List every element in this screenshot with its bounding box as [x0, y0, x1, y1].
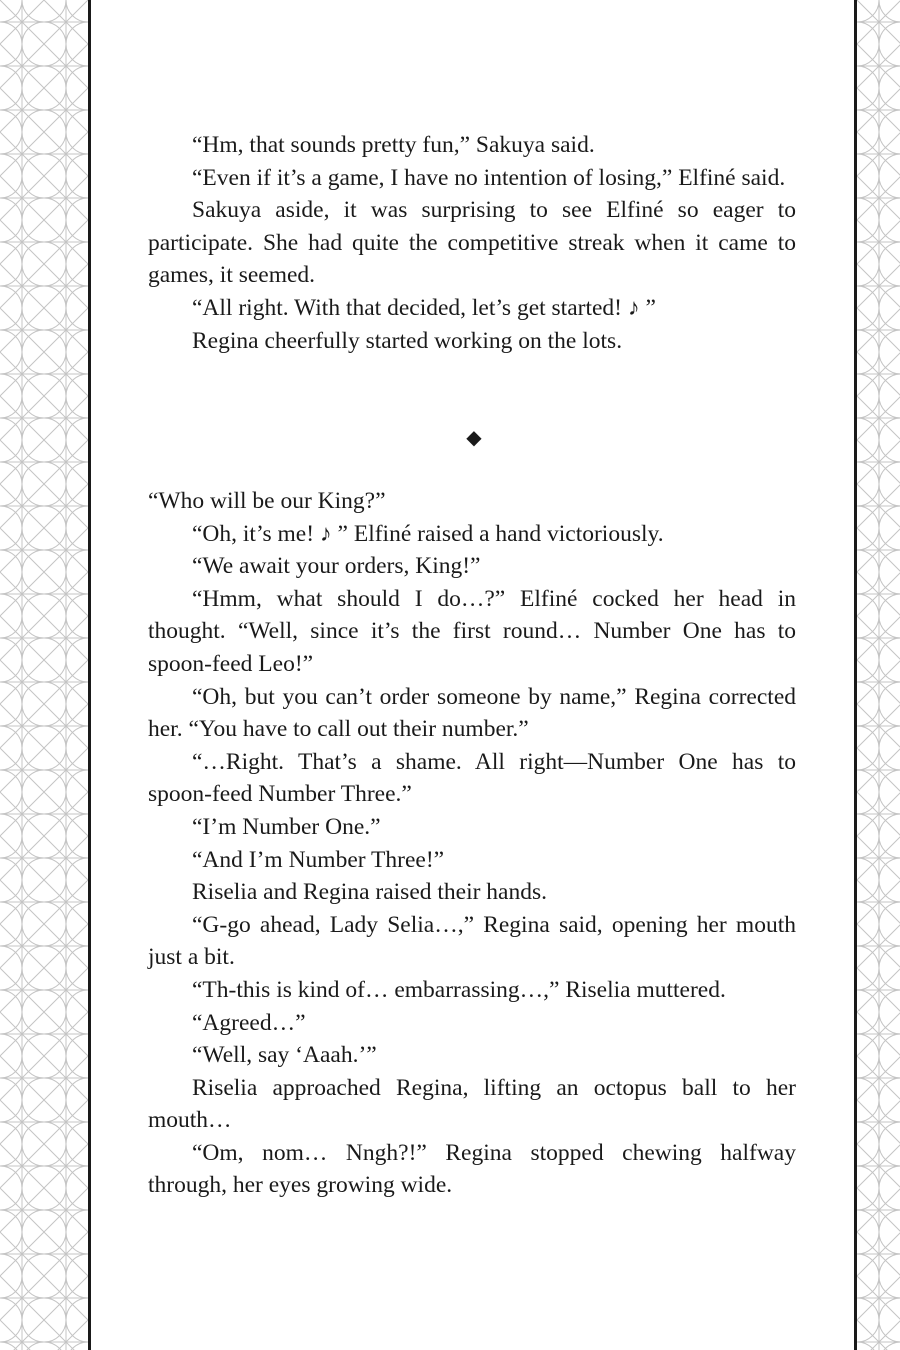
paragraph: “Who will be our King?” — [148, 488, 386, 514]
paragraph: “Om, nom… Nngh?!” Regina stopped chewing halfway through, her eyes growing wide. — [148, 1139, 796, 1199]
paragraph: Riselia approached Regina, lifting an octopus ball to her mouth… — [148, 1074, 796, 1134]
decorative-border-left — [0, 0, 88, 1350]
paragraph: Sakuya aside, it was surprising to see Elfiné so eager to participate. She had quite the competitive streak when it came to games, it seemed. — [148, 197, 796, 289]
text-section-2 — [148, 485, 796, 1202]
paragraph: “I’m Number One.” — [192, 813, 381, 840]
paragraph: “Agreed…” — [192, 1009, 306, 1036]
paragraph: “…Right. That’s a shame. All right—Number One has to spoon-feed Number Three.” — [148, 748, 796, 808]
page-frame-right-rule — [854, 0, 857, 1350]
paragraph: “All right. With that decided, let’s get started! ♪ ” — [192, 294, 656, 321]
paragraph: “We await your orders, King!” — [192, 553, 481, 580]
paragraph: “And I’m Number Three!” — [192, 846, 445, 873]
paragraph: Regina cheerfully started working on the lots. — [192, 327, 623, 354]
paragraph: “Hm, that sounds pretty fun,” Sakuya said. — [192, 132, 595, 158]
paragraph: Riselia and Regina raised their hands. — [192, 879, 548, 906]
scene-break-diamond-icon: ◆ — [466, 425, 482, 449]
paragraph: “Oh, it’s me! ♪ ” Elfiné raised a hand victoriously. — [192, 520, 664, 547]
decorative-border-right — [857, 0, 900, 1350]
paragraph: “Even if it’s a game, I have no intention of losing,” Elfiné said. — [192, 164, 786, 191]
paragraph: “G-go ahead, Lady Selia…,” Regina said, opening her mouth just a bit. — [148, 911, 796, 971]
paragraph: “Oh, but you can’t order someone by name,” Regina corrected her. “You have to call out their number.” — [148, 683, 796, 743]
paragraph: “Th-this is kind of… embarrassing…,” Riselia muttered. — [192, 976, 726, 1003]
paragraph: “Well, say ‘Aaah.’” — [192, 1042, 377, 1069]
paragraph: “Hmm, what should I do…?” Elfiné cocked her head in thought. “Well, since it’s the first round… Number One has to spoon-feed Leo!” — [148, 585, 796, 677]
page-frame-left-rule — [88, 0, 91, 1350]
text-section-1 — [148, 129, 796, 357]
